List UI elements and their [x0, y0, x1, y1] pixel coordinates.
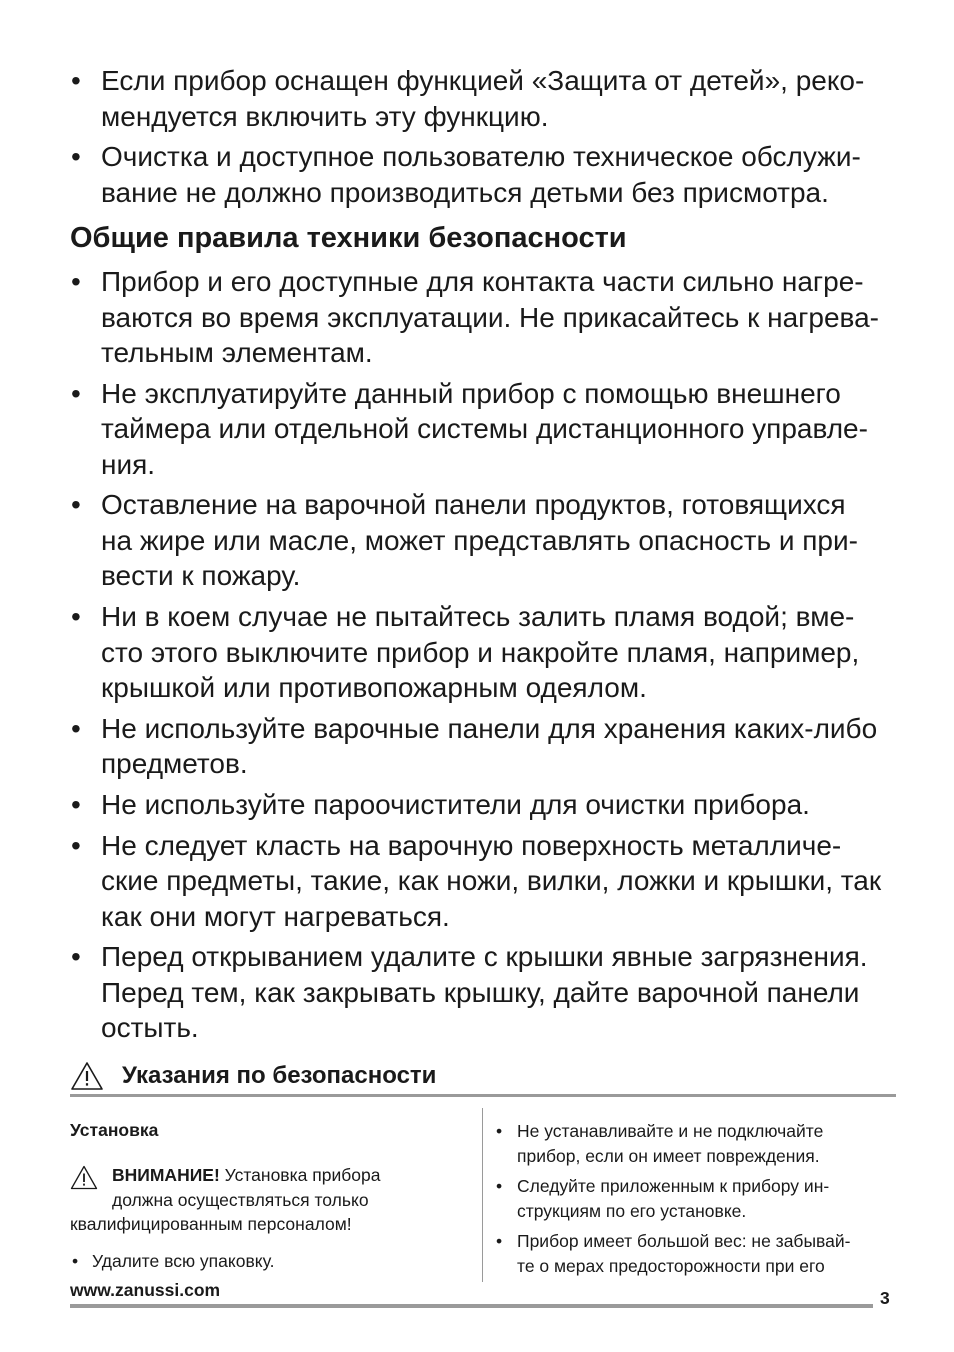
column-divider	[482, 1108, 483, 1282]
installation-list-left	[70, 1249, 460, 1274]
warning-line-3: квалифицированным персоналом!	[70, 1214, 352, 1234]
safety-section-title: Указания по безопасности	[122, 1062, 437, 1089]
list-item: • Оставление на варочной панели продуктов, готовящихся на жире или масле, может представлять опасность и при- вести к пожару.	[70, 487, 900, 594]
list-item: • Не следует класть на варочную поверхность металличе- ские предметы, такие, как ножи, вилки, ложки и крышки, так как они могут нагреваться.	[70, 828, 900, 935]
list-item: • Следуйте приложенным к прибору ин- струкциям по его установке.	[494, 1174, 896, 1223]
installation-column-left	[70, 1118, 460, 1273]
footer-divider	[70, 1304, 873, 1308]
page-number: 3	[880, 1288, 890, 1308]
installation-column-right	[494, 1119, 896, 1278]
warning-line-2: должна осуществляться только	[112, 1189, 369, 1210]
installation-warning	[70, 1163, 460, 1237]
list-item: • Прибор имеет большой вес: не забывай- те о мерах предосторожности при его	[494, 1229, 896, 1278]
list-item: • Не используйте варочные панели для хранения каких-либо предметов.	[70, 711, 900, 782]
warning-text: Установка прибора	[219, 1165, 381, 1185]
installation-list-right	[494, 1119, 896, 1278]
list-item: • Если прибор оснащен функцией «Защита от детей», реко- мендуется включить эту функцию.	[70, 63, 900, 134]
safety-section-header	[70, 1060, 436, 1092]
list-item: • Перед открыванием удалите с крышки явные загрязнения. Перед тем, как закрывать крышку, дайте варочной панели остыть.	[70, 939, 900, 1046]
footer-website-link[interactable]: www.zanussi.com	[70, 1280, 221, 1300]
list-item: • Не используйте пароочистители для очистки прибора.	[70, 787, 900, 823]
general-rules-list	[70, 264, 900, 1046]
list-item: • Очистка и доступное пользователю техническое обслужи- вание не должно производиться детьми без присмотра.	[70, 139, 900, 210]
list-item: • Прибор и его доступные для контакта части сильно нагре- ваются во время эксплуатации. Не прикасайтесь к нагрева- тельным элементам.	[70, 264, 900, 371]
installation-heading: Установка	[70, 1120, 159, 1140]
list-item: • Удалите всю упаковку.	[70, 1249, 460, 1274]
intro-bullet-list	[70, 63, 900, 210]
list-item: • Не устанавливайте и не подключайте прибор, если он имеет повреждения.	[494, 1119, 896, 1168]
list-item: • Не эксплуатируйте данный прибор с помощью внешнего таймера или отдельной системы дистанционного управле- ния.	[70, 376, 900, 483]
warning-line-1	[70, 1163, 460, 1188]
section-divider	[70, 1094, 896, 1097]
warning-label: ВНИМАНИЕ!	[112, 1165, 220, 1185]
warning-triangle-icon	[70, 1165, 98, 1190]
warning-triangle-icon	[70, 1061, 104, 1091]
section-heading-general-rules: Общие правила техники безопасности	[70, 222, 627, 254]
list-item: • Ни в коем случае не пытайтесь залить пламя водой; вме- сто этого выключите прибор и накройте пламя, например, крышкой или противопожарным одеялом.	[70, 599, 900, 706]
